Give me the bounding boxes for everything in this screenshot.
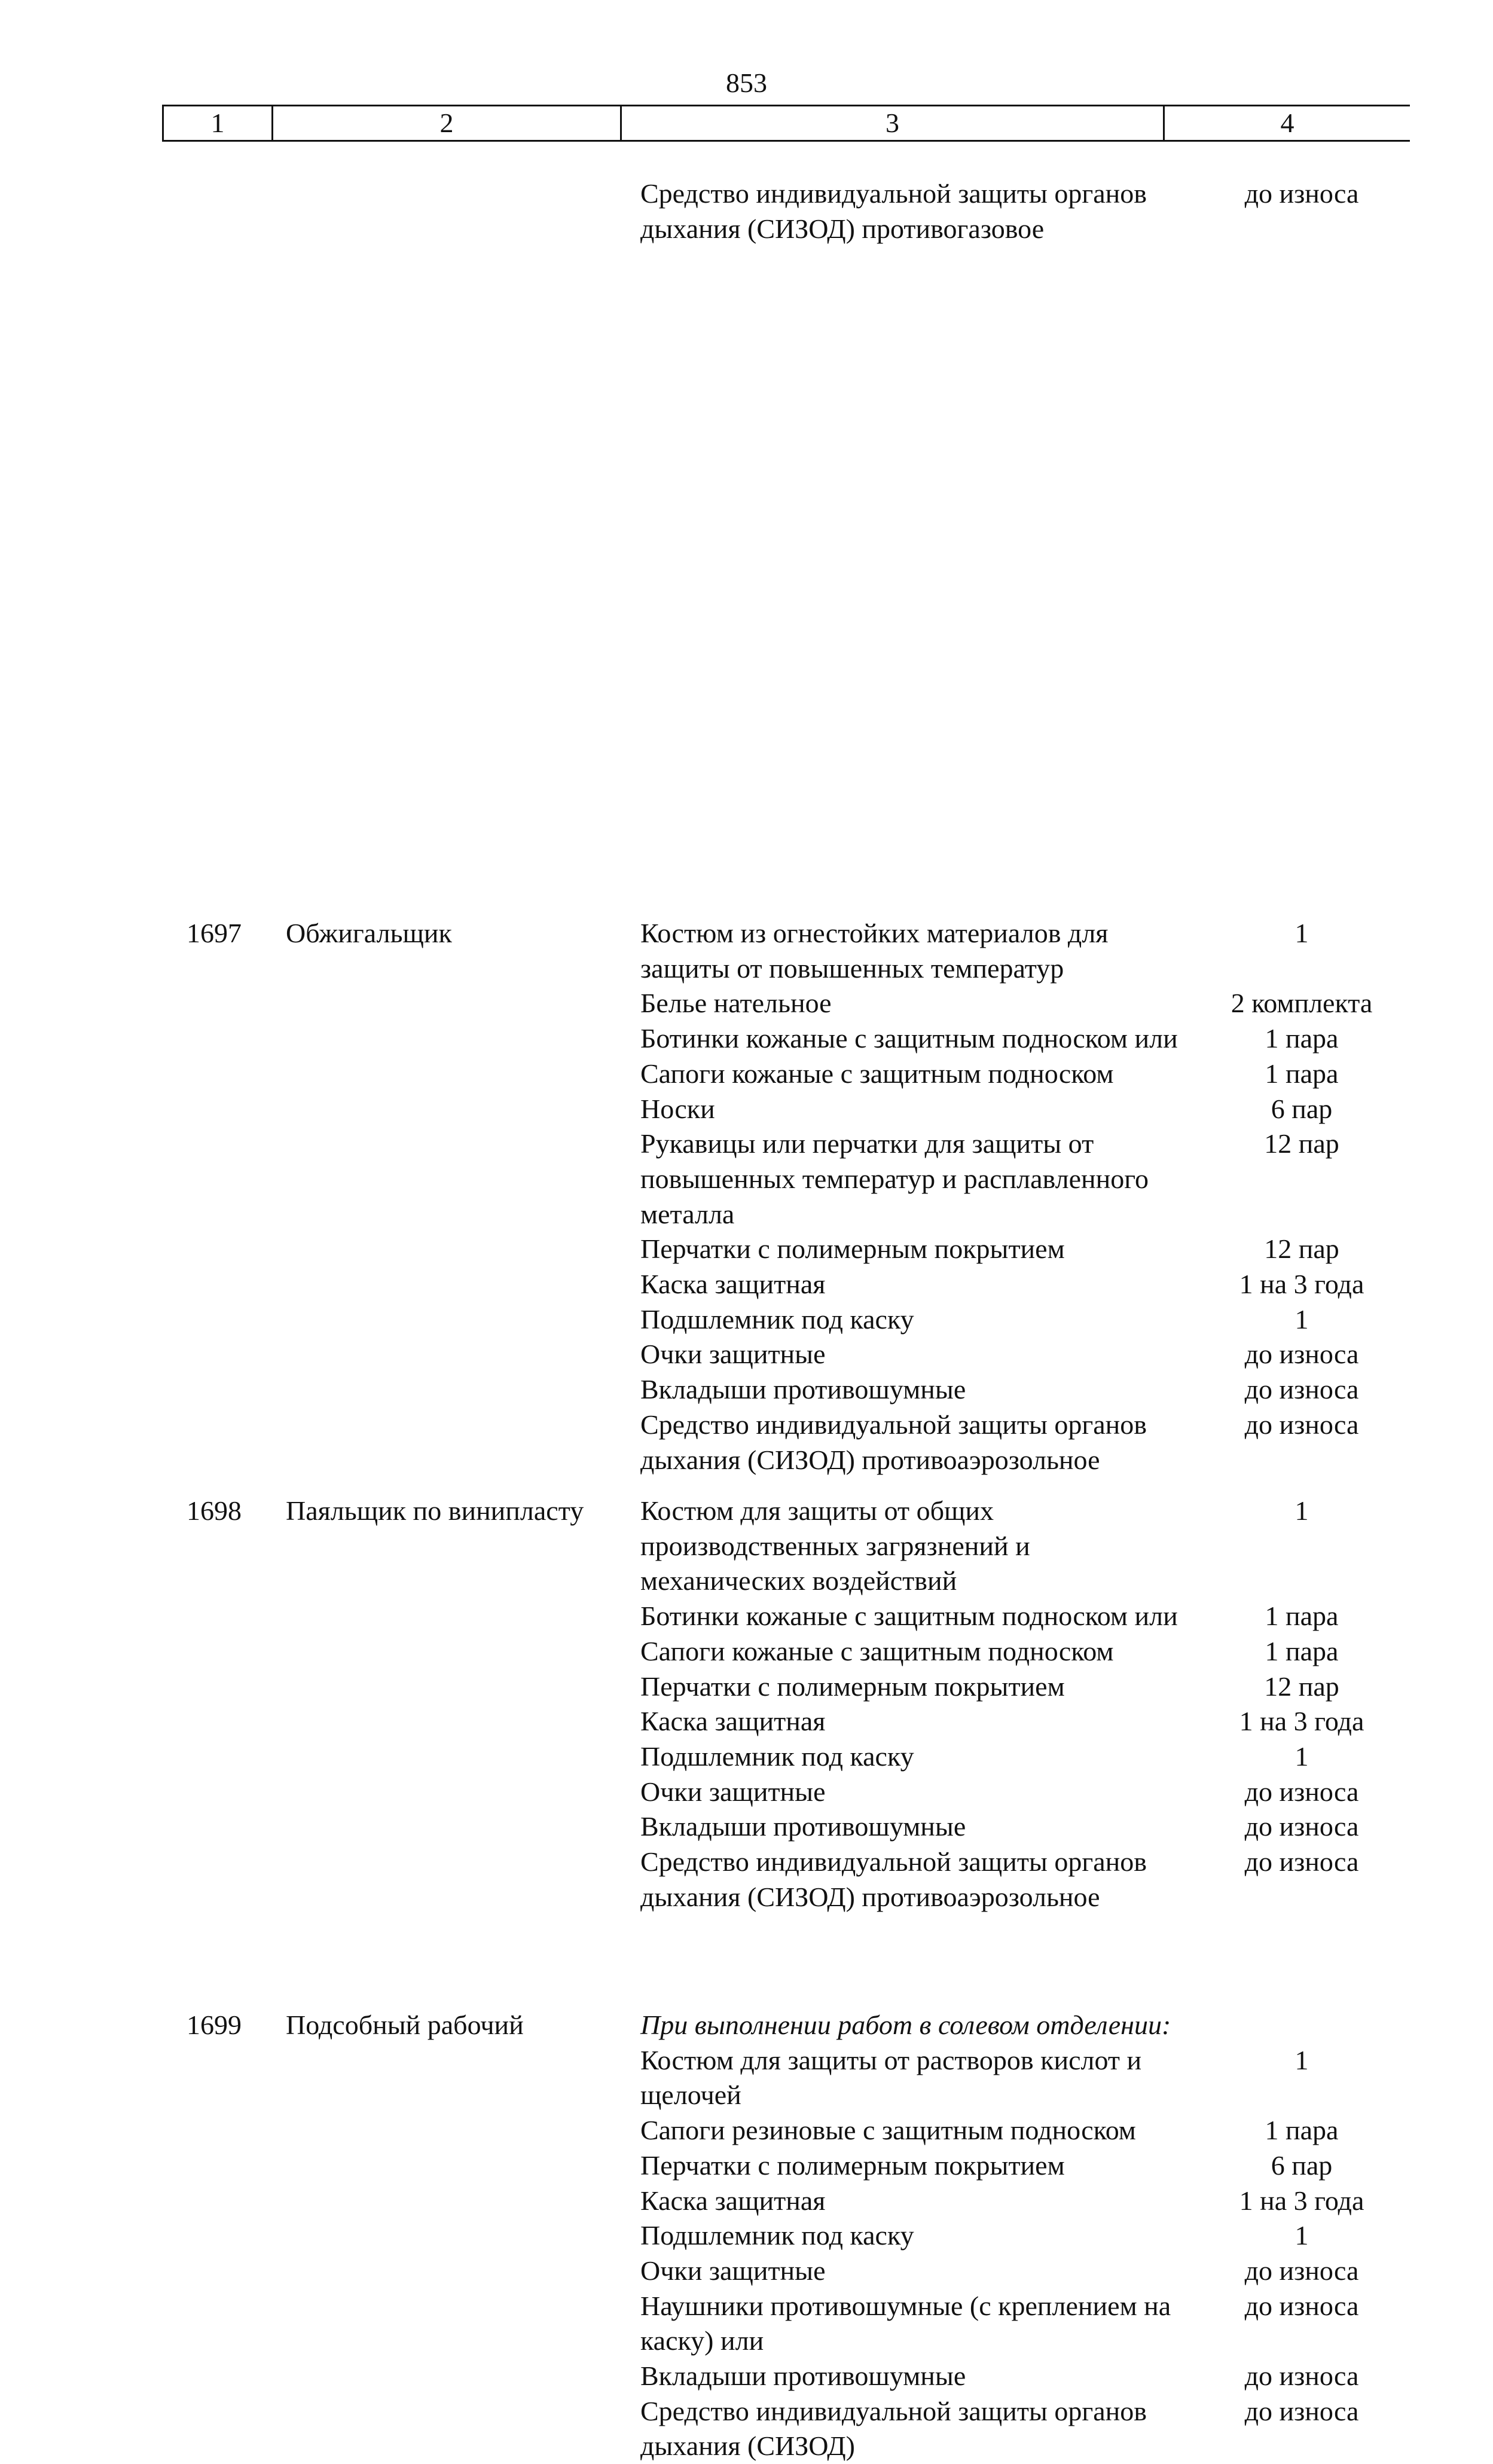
item-list [640, 2008, 1418, 2464]
item-name: Костюм из огнестойких материалов для защиты от повышенных температур [640, 918, 1109, 984]
item-name: Перчатки с полимерным покрытием [640, 2149, 1065, 2181]
item-row [640, 1372, 1418, 1407]
occupation-name: Обжигальщик [286, 918, 452, 948]
occupation-name: Подсобный рабочий [286, 2010, 524, 2040]
item-name: Сапоги кожаные с защитным подноском [640, 1635, 1114, 1666]
item-norm: 1 пара [1265, 1023, 1339, 1054]
item-row [640, 1232, 1418, 1267]
item-row [640, 176, 1418, 246]
item-norm: 12 пар [1264, 1233, 1339, 1265]
item-row [640, 2113, 1418, 2148]
item-name: Средство индивидуальной защиты органов дыхания (СИЗОД) противогазовое [640, 178, 1147, 244]
item-row [640, 1494, 1418, 1599]
item-row [640, 1126, 1418, 1232]
item-norm: 1 пара [1265, 2115, 1339, 2146]
item-norm: 1 [1294, 1303, 1309, 1335]
item-name: Перчатки с полимерным покрытием [640, 1233, 1065, 1265]
item-name: Подшлемник под каску [640, 2220, 914, 2251]
item-norm: 1 [1294, 1495, 1309, 1526]
item-name: Средство индивидуальной защиты органов дыхания (СИЗОД) [640, 2395, 1147, 2462]
item-norm: до износа [1244, 1776, 1359, 1807]
item-row [640, 1599, 1418, 1634]
item-norm: 12 пар [1264, 1671, 1339, 1702]
item-row [640, 1809, 1418, 1845]
item-row [640, 1057, 1418, 1092]
item-name: Подшлемник под каску [640, 1303, 914, 1335]
occupation-name: Паяльщик по винипласту [286, 1495, 584, 1526]
item-row [640, 1704, 1418, 1739]
item-norm: до износа [1244, 2255, 1359, 2286]
entry-number: 1697 [187, 918, 242, 948]
item-name: Средство индивидуальной защиты органов дыхания (СИЗОД) противоаэрозольное [640, 1846, 1147, 1912]
column-header-2: 2 [273, 106, 621, 141]
column-header-4: 4 [1164, 106, 1410, 141]
item-row [640, 1337, 1418, 1372]
item-row [640, 1739, 1418, 1775]
item-row [640, 916, 1418, 986]
item-norm: 6 пар [1271, 2149, 1333, 2181]
item-name: Вкладыши противошумные [640, 2361, 966, 2392]
item-name: Вкладыши противошумные [640, 1374, 966, 1405]
item-list [640, 176, 1418, 246]
item-row [640, 1845, 1418, 1915]
item-norm: до износа [1244, 178, 1359, 209]
item-row [640, 1302, 1418, 1338]
item-name: Каска защитная [640, 2185, 826, 2216]
item-norm: до износа [1244, 1374, 1359, 1405]
item-row [640, 1669, 1418, 1705]
item-name: Сапоги резиновые с защитным подноском [640, 2115, 1136, 2146]
item-norm: 1 [1294, 2220, 1309, 2251]
item-name: Костюм для защиты от растворов кислот и щелочей [640, 2044, 1142, 2111]
item-norm: 2 комплекта [1231, 988, 1373, 1019]
item-name: Перчатки с полимерным покрытием [640, 1671, 1065, 1702]
item-name: Очки защитные [640, 1776, 826, 1807]
item-name: Каска защитная [640, 1706, 826, 1737]
item-row [640, 1092, 1418, 1127]
item-name: Очки защитные [640, 2255, 826, 2286]
item-norm: до износа [1244, 1846, 1359, 1877]
page-number: 853 [726, 68, 767, 98]
item-norm: до износа [1244, 1339, 1359, 1370]
item-row [640, 1407, 1418, 1477]
item-name: Наушники противошумные (с креплением на каску) или [640, 2290, 1171, 2356]
item-norm: до износа [1244, 2290, 1359, 2321]
item-row [640, 1021, 1418, 1057]
item-norm: 1 на 3 года [1239, 2185, 1364, 2216]
item-row [640, 2359, 1418, 2394]
item-name: Очки защитные [640, 1339, 826, 1370]
item-list [640, 1494, 1418, 1915]
item-name: Носки [640, 1093, 715, 1124]
item-row [640, 1267, 1418, 1302]
item-name: Рукавицы или перчатки для защиты от повышенных температур и расплавленного металла [640, 1128, 1149, 1229]
item-norm: 1 пара [1265, 1601, 1339, 1632]
item-list [640, 916, 1418, 1477]
item-row [640, 2148, 1418, 2184]
item-row [640, 1775, 1418, 1810]
column-header-1: 1 [163, 106, 273, 141]
item-norm: 12 пар [1264, 1128, 1339, 1159]
item-row [640, 2184, 1418, 2219]
item-norm: до износа [1244, 2361, 1359, 2392]
column-header-table [162, 105, 1410, 142]
item-subheading: При выполнении работ в солевом отделении: [640, 2010, 1171, 2040]
item-norm: 1 [1294, 918, 1309, 948]
item-name: Подшлемник под каску [640, 1741, 914, 1772]
item-norm: до износа [1244, 1811, 1359, 1842]
item-row [640, 2043, 1418, 2113]
item-name: Костюм для защиты от общих производственных загрязнений и механических воздействий [640, 1495, 1030, 1596]
item-norm: 1 пара [1265, 1058, 1339, 1089]
item-row [640, 2218, 1418, 2254]
item-norm: 1 на 3 года [1239, 1269, 1364, 1300]
item-row [640, 1634, 1418, 1669]
item-name: Ботинки кожаные с защитным подноском или [640, 1023, 1178, 1054]
item-norm: 1 на 3 года [1239, 1706, 1364, 1737]
item-name: Белье нательное [640, 988, 832, 1019]
item-name: Сапоги кожаные с защитным подноском [640, 1058, 1114, 1089]
item-norm: до износа [1244, 2395, 1359, 2426]
column-header-3: 3 [621, 106, 1164, 141]
item-norm: 6 пар [1271, 1093, 1333, 1124]
item-name: Ботинки кожаные с защитным подноском или [640, 1601, 1178, 1632]
item-norm: 1 [1294, 1741, 1309, 1772]
item-name: Средство индивидуальной защиты органов дыхания (СИЗОД) противоаэрозольное [640, 1409, 1147, 1475]
item-row [640, 2394, 1418, 2464]
item-norm: до износа [1244, 1409, 1359, 1440]
item-norm: 1 пара [1265, 1635, 1339, 1666]
item-row [640, 2254, 1418, 2289]
item-row [640, 2008, 1418, 2043]
entry-number: 1699 [187, 2010, 242, 2040]
item-norm: 1 [1294, 2044, 1309, 2075]
item-row [640, 986, 1418, 1021]
item-name: Каска защитная [640, 1269, 826, 1300]
entry-number: 1698 [187, 1495, 242, 1526]
item-name: Вкладыши противошумные [640, 1811, 966, 1842]
item-row [640, 2289, 1418, 2359]
